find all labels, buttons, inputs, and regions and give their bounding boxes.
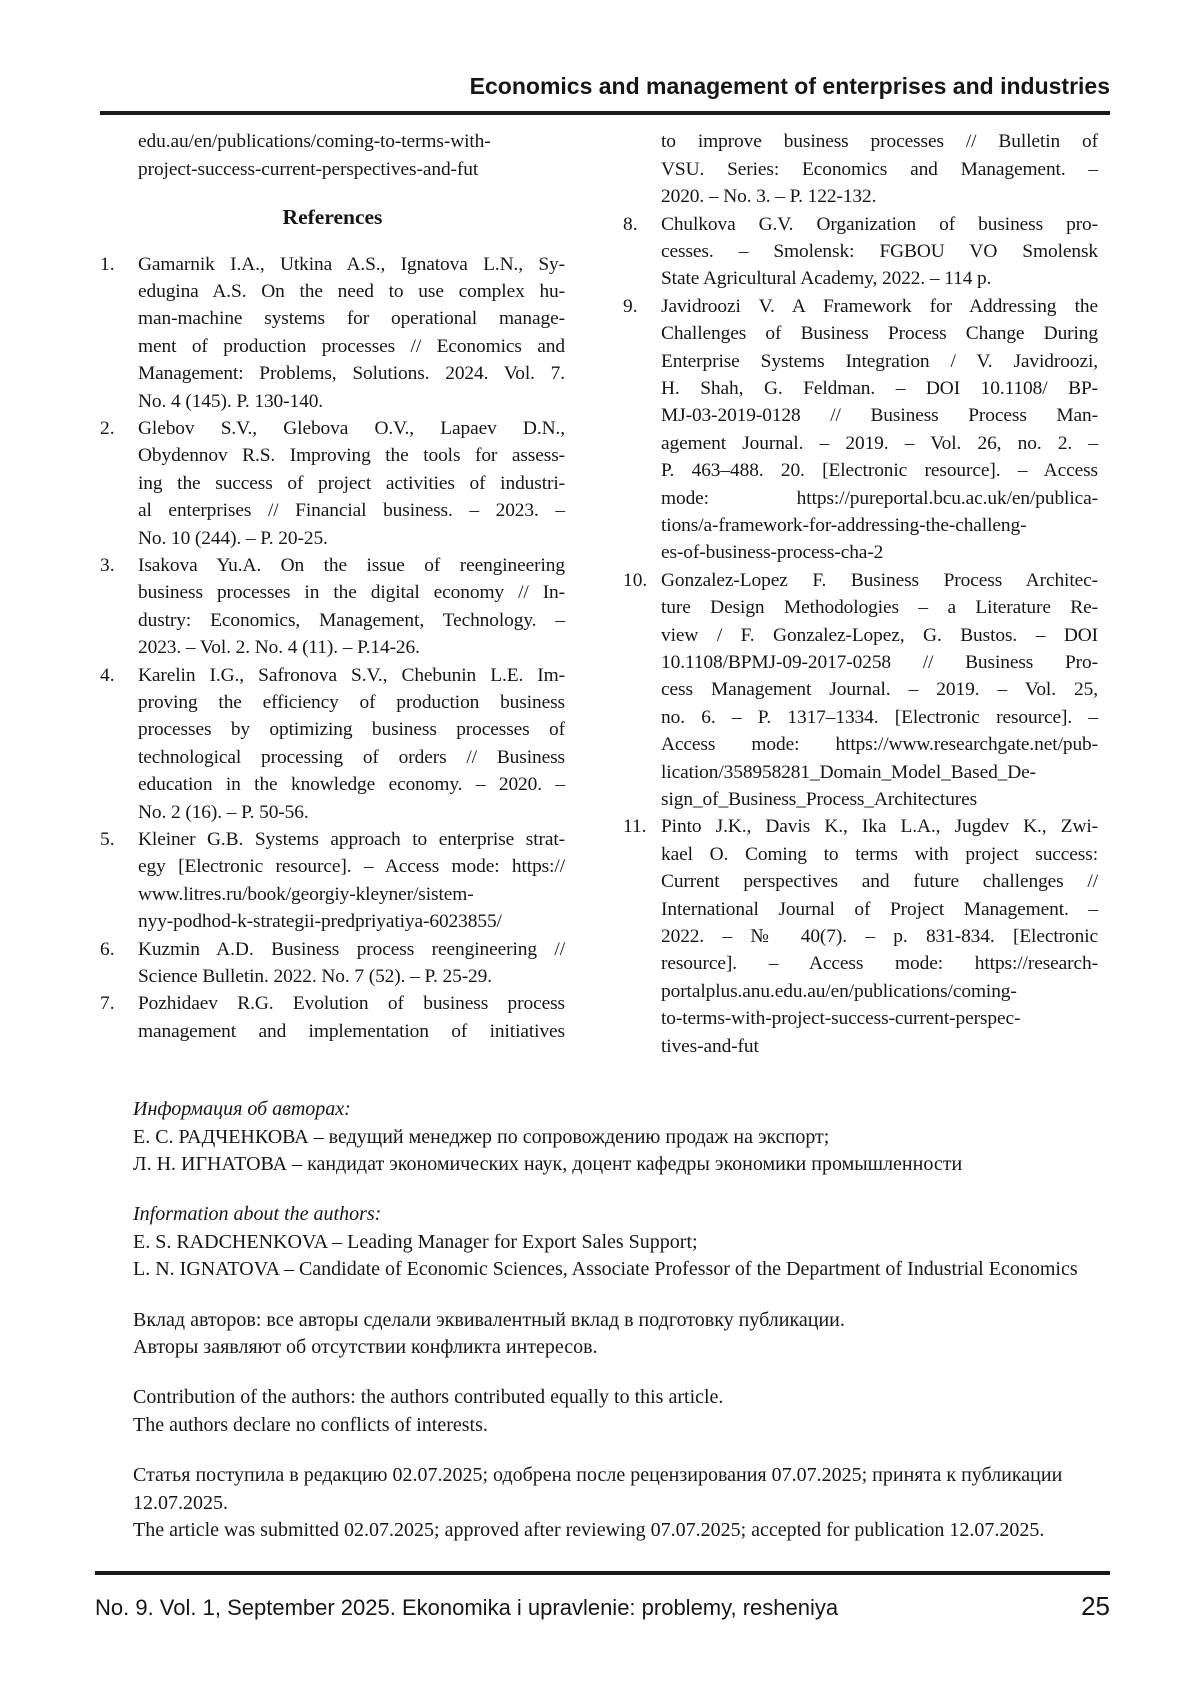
text-line: education in the knowledge economy. – 2020. – [138, 774, 565, 796]
text-line: nyy-podhod-k-strategii-predpriyatiya-6023855/ [138, 911, 502, 933]
reference-item [100, 415, 565, 552]
reference-text [138, 826, 565, 936]
text-line: Kuzmin A.D. Business process reengineering // [138, 938, 565, 960]
text-line: edugina A.S. On the need to use complex hu- [138, 280, 565, 302]
text-line: tions/a-framework-for-addressing-the-challeng- [661, 514, 1027, 536]
text-line: VSU. Series: Economics and Management. – [661, 158, 1098, 180]
text-line: L. N. IGNATOVA – Candidate of Economic Sciences, Associate Professor of the Department of Industrial Economics [133, 1258, 1078, 1281]
text-line: mode: https://pureportal.bcu.ac.uk/en/publica- [661, 487, 1098, 509]
text-line: No. 4 (145). P. 130-140. [138, 390, 324, 412]
reference-text [138, 662, 565, 826]
text-line: man-machine systems for operational manage- [138, 308, 565, 330]
text-line: Pozhidaev R.G. Evolution of business process [138, 993, 565, 1015]
reference-number: 2. [100, 417, 115, 439]
text-line: portalplus.anu.edu.au/en/publications/coming- [661, 980, 1017, 1002]
text-line: es-of-business-process-cha-2 [661, 542, 884, 564]
text-line: lication/358958281_Domain_Model_Based_De- [661, 761, 1037, 783]
text-line: Enterprise Systems Integration / V. Javidroozi, [661, 350, 1098, 372]
reference-text [661, 567, 1098, 814]
text-line: al enterprises // Financial business. – 2023. – [138, 500, 565, 522]
reference-number: 11. [623, 816, 647, 838]
reference-text [138, 936, 565, 991]
text-line: No. 10 (244). – P. 20-25. [138, 527, 328, 549]
footer-page-number: 25 [1081, 1591, 1110, 1621]
text-line: dustry: Economics, Management, Technology. – [138, 609, 565, 631]
text-line: 2023. – Vol. 2. No. 4 (11). – P.14-26. [138, 637, 420, 659]
article-dates [133, 1462, 1110, 1544]
text-line: Pinto J.K., Davis K., Ika L.A., Jugdev K., Zwi- [661, 816, 1098, 838]
text-line: to improve business processes // Bulletin of [661, 131, 1098, 153]
reference-number: 3. [100, 554, 115, 576]
article-dates-ru: Статья поступила в редакцию 02.07.2025; одобрена после рецензирования 07.07.2025; принята к публикации 12.07.2025. [133, 1464, 1063, 1514]
text-line: Science Bulletin. 2022. No. 7 (52). – P. 25-29. [138, 966, 492, 988]
text-line: to-terms-with-project-success-current-perspec- [661, 1008, 1021, 1030]
text-line: ment of production processes // Economics and [138, 335, 565, 357]
authors-info-ru [133, 1096, 1110, 1178]
reference-text [138, 552, 565, 662]
text-line: No. 2 (16). – P. 50-56. [138, 801, 309, 823]
text-line: Gonzalez-Lopez F. Business Process Architec- [661, 569, 1098, 591]
text-line: kael O. Coming to terms with project success: [661, 843, 1098, 865]
text-line: Contribution of the authors: the authors contributed equally to this article. [133, 1386, 724, 1409]
text-line: processes by optimizing business processes of [138, 719, 565, 741]
reference-item [100, 936, 565, 991]
text-line: tives-and-fut [661, 1035, 759, 1057]
running-head: Economics and management of enterprises and industries [469, 73, 1110, 99]
reference-item [100, 826, 565, 936]
page-footer [95, 1571, 1110, 1622]
text-line: management and implementation of initiatives [138, 1020, 565, 1042]
references-columns [100, 128, 1110, 1060]
text-line: Access mode: https://www.researchgate.net/pub- [661, 734, 1098, 756]
left-column [100, 128, 565, 1045]
text-line: International Journal of Project Management. – [661, 898, 1098, 920]
text-line: ture Design Methodologies – a Literature Re- [661, 597, 1098, 619]
text-line: Chulkova G.V. Organization of business pro- [661, 213, 1098, 235]
contribution-ru [133, 1307, 1110, 1362]
text-line: Kleiner G.B. Systems approach to enterprise strat- [138, 829, 565, 851]
text-line: 2022. – № 40(7). – p. 831-834. [Electronic [661, 926, 1098, 948]
reference-text [661, 293, 1098, 567]
text-line: Challenges of Business Process Change During [661, 323, 1098, 345]
reference-text [661, 211, 1098, 293]
references-list-left [100, 251, 565, 1046]
text-line: Obydennov R.S. Improving the tools for assess- [138, 445, 565, 467]
text-line: Л. Н. ИГНАТОВА – кандидат экономических наук, доцент кафедры экономики промышленности [133, 1152, 963, 1175]
text-line: proving the efficiency of production business [138, 692, 565, 714]
reference-item [623, 293, 1098, 567]
reference-item [623, 567, 1098, 814]
text-line: Isakova Yu.A. On the issue of reengineering [138, 554, 565, 576]
text-line: view / F. Gonzalez-Lopez, G. Bustos. – DOI [661, 624, 1098, 646]
text-line: ing the success of project activities of industri- [138, 472, 565, 494]
references-list-right [623, 211, 1098, 1061]
reference-text [138, 251, 565, 415]
text-line: Gamarnik I.A., Utkina A.S., Ignatova L.N., Sy- [138, 253, 565, 275]
text-line: E. S. RADCHENKOVA – Leading Manager for Export Sales Support; [133, 1230, 698, 1253]
authors-info-ru-heading: Информация об авторах: [133, 1098, 351, 1121]
text-line: P. 463–488. 20. [Electronic resource]. – Access [661, 460, 1098, 482]
text-line: edu.au/en/publications/coming-to-terms-with- [138, 131, 491, 153]
reference-number: 5. [100, 829, 115, 851]
authors-info-en [133, 1201, 1110, 1283]
reference-text [661, 813, 1098, 1060]
text-line: Е. С. РАДЧЕНКОВА – ведущий менеджер по сопровождению продаж на экспорт; [133, 1125, 830, 1148]
text-line: 10.1108/BPMJ-09-2017-0258 // Business Pro- [661, 652, 1098, 674]
text-line: business processes in the digital economy // In- [138, 582, 565, 604]
reference-item [100, 251, 565, 415]
reference-number: 4. [100, 664, 115, 686]
reference-continuation-left [100, 128, 565, 183]
reference-number: 7. [100, 993, 115, 1015]
text-line: MJ-03-2019-0128 // Business Process Man- [661, 405, 1098, 427]
text-line: Авторы заявляют об отсутствии конфликта интересов. [133, 1335, 598, 1358]
reference-continuation-right [623, 128, 1098, 210]
footer-issue: No. 9. Vol. 1, September 2025. Ekonomika i upravlenie: problemy, resheniya [95, 1595, 839, 1620]
text-line: sign_of_Business_Process_Architectures [661, 789, 978, 811]
text-line: cesses. – Smolensk: FGBOU VO Smolensk [661, 240, 1098, 262]
text-line: egy [Electronic resource]. – Access mode: https:// [138, 856, 565, 878]
reference-item [100, 662, 565, 826]
article-dates-en: The article was submitted 02.07.2025; approved after reviewing 07.07.2025; accepted for publication 12.07.2025. [133, 1518, 1045, 1541]
text-line: resource]. – Access mode: https://research- [661, 953, 1098, 975]
text-line: 2020. – No. 3. – P. 122-132. [661, 186, 877, 208]
text-line: Вклад авторов: все авторы сделали эквивалентный вклад в подготовку публикации. [133, 1308, 845, 1331]
footer-line [95, 1591, 1110, 1622]
text-line: Glebov S.V., Glebova O.V., Lapaev D.N., [138, 417, 565, 439]
authors-info-en-heading: Information about the authors: [133, 1203, 382, 1226]
reference-text [138, 415, 565, 552]
text-line: The authors declare no conflicts of interests. [133, 1413, 488, 1436]
text-line: Javidroozi V. A Framework for Addressing the [661, 295, 1098, 317]
text-line: agement Journal. – 2019. – Vol. 26, no. 2. – [661, 432, 1098, 454]
text-line: no. 6. – P. 1317–1334. [Electronic resource]. – [661, 706, 1098, 728]
reference-text [138, 990, 565, 1045]
text-line: project-success-current-perspectives-and-fut [138, 158, 479, 180]
text-line: Karelin I.G., Safronova S.V., Chebunin L.E. Im- [138, 664, 565, 686]
reference-item [100, 552, 565, 662]
reference-item [623, 813, 1098, 1060]
page-header [100, 74, 1110, 115]
authors-info-ru-lines [133, 1124, 1110, 1179]
authors-info-en-lines [133, 1229, 1110, 1284]
reference-number: 1. [100, 253, 115, 275]
text-line: technological processing of orders // Business [138, 746, 565, 768]
text-line: Current perspectives and future challenges // [661, 871, 1098, 893]
authors-info [133, 1096, 1110, 1567]
right-column [623, 128, 1098, 1060]
reference-number: 9. [623, 295, 638, 317]
text-line: H. Shah, G. Feldman. – DOI 10.1108/ BP- [661, 377, 1098, 399]
reference-number: 8. [623, 213, 638, 235]
reference-item [623, 211, 1098, 293]
contribution-en [133, 1384, 1110, 1439]
reference-number: 6. [100, 938, 115, 960]
reference-item [100, 990, 565, 1045]
text-line: www.litres.ru/book/georgiy-kleyner/sistem- [138, 883, 474, 905]
text-line: State Agricultural Academy, 2022. – 114 p. [661, 268, 992, 290]
references-heading: References [282, 205, 383, 230]
text-line: Management: Problems, Solutions. 2024. Vol. 7. [138, 363, 565, 385]
reference-number: 10. [623, 569, 648, 591]
text-line: cess Management Journal. – 2019. – Vol. 25, [661, 679, 1098, 701]
